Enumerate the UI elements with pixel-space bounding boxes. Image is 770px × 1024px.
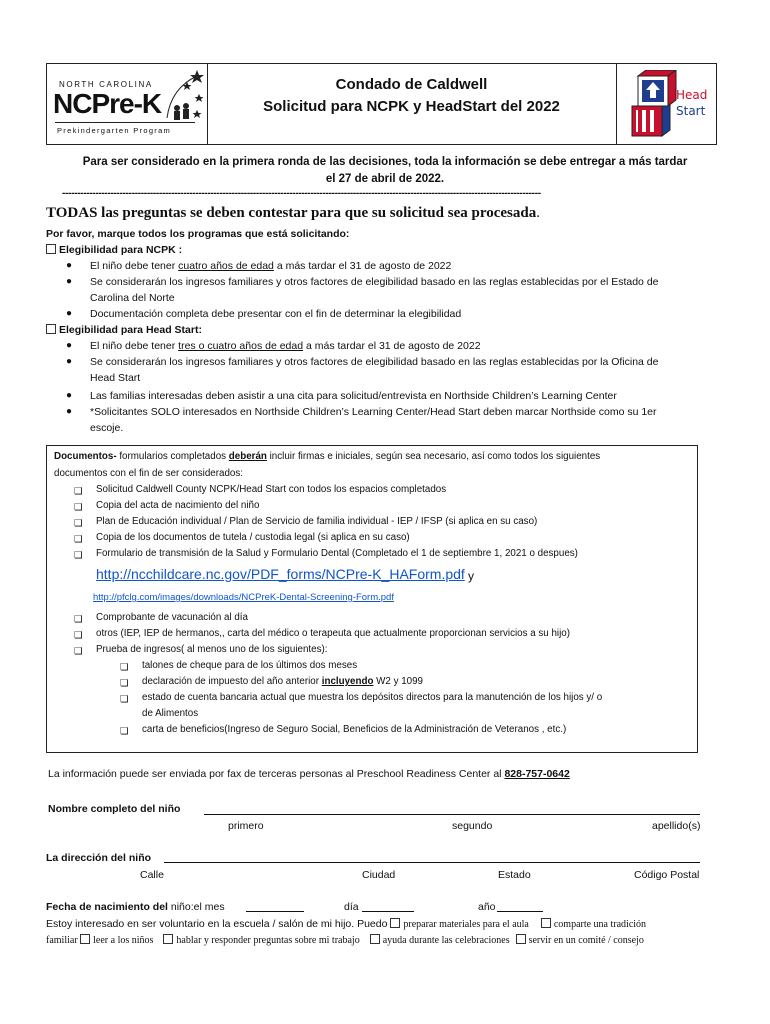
hs-bullet-income-l2: Head Start bbox=[90, 372, 141, 384]
tax-return-including: incluyendo bbox=[321, 676, 374, 687]
first-name-caption: primero bbox=[228, 820, 264, 832]
doc-item-iep: Plan de Educación individual / Plan de Servicio de familia individual - IEP / IFSP (si aplica en su caso) bbox=[96, 516, 538, 527]
county-title: Condado de Caldwell bbox=[335, 76, 488, 93]
opt-tradition-cont: familiar bbox=[46, 935, 81, 946]
opt-talk-label: hablar y responder preguntas sobre mi trabajo bbox=[176, 935, 360, 946]
bullet-icon: ● bbox=[66, 356, 73, 367]
income-benefits-letter: carta de beneficios(Ingreso de Seguro Social, Beneficios de la Administración de Veteranos , etc.) bbox=[142, 724, 567, 735]
documents-must: deberán bbox=[228, 451, 267, 462]
doc-item-application: Solicitud Caldwell County NCPK/Head Start con todos los espacios completados bbox=[96, 484, 447, 495]
checkbox-icon[interactable]: ❏ bbox=[74, 486, 83, 497]
checkbox-icon[interactable]: ❏ bbox=[120, 678, 129, 689]
ncpk-bullet-income-l2: Carolina del Norte bbox=[90, 292, 175, 304]
required-notice-text: TODAS las preguntas se deben contestar para que su solicitud sea procesada bbox=[46, 205, 537, 221]
doc-item-birth-cert: Copia del acta de nacimiento del niño bbox=[96, 500, 260, 511]
deadline-line2: el 27 de abril de 2022. bbox=[325, 173, 445, 185]
zip-caption: Código Postal bbox=[634, 869, 700, 881]
volunteer-opt-tradition[interactable] bbox=[541, 919, 646, 930]
bullet-icon: ● bbox=[66, 406, 73, 417]
ncpk-age-pre: El niño debe tener bbox=[90, 260, 179, 272]
opt-celebrations-label: ayuda durante las celebraciones bbox=[382, 935, 510, 946]
checkbox-icon[interactable]: ❏ bbox=[120, 694, 129, 705]
tax-return-pre: declaración de impuesto del año anterior bbox=[142, 676, 322, 687]
documents-intro-b: incluir firmas e iniciales, según sea necesario, así como todos los siguientes bbox=[266, 451, 601, 462]
checkbox-icon[interactable] bbox=[80, 934, 90, 944]
income-bank-statement-l1: estado de cuenta bancaria actual que muestra los depósitos directos para la manutención de los hijos y/ o bbox=[142, 692, 603, 703]
last-name-caption: apellido(s) bbox=[652, 820, 701, 832]
doc-item-income-proof: Prueba de ingresos( al menos uno de los siguientes): bbox=[96, 644, 328, 655]
hs-checkbox[interactable] bbox=[46, 324, 56, 334]
tax-return-post: W2 y 1099 bbox=[373, 676, 424, 687]
bullet-icon: ● bbox=[66, 390, 73, 401]
bullet-icon: ● bbox=[66, 340, 73, 351]
headstart-logo bbox=[616, 64, 716, 144]
documents-intro-l1 bbox=[54, 449, 600, 465]
link-conjunction: y bbox=[468, 569, 474, 583]
hs-age-underlined: tres o cuatro años de edad bbox=[178, 340, 304, 352]
hs-bullet-appointment: Las familias interesadas deben asistir a una cita para solicitud/entrevista en Northside Children’s Learning Center bbox=[90, 390, 617, 402]
checkbox-icon[interactable]: ❏ bbox=[74, 502, 83, 513]
title-cell bbox=[207, 64, 617, 144]
volunteer-opt-read[interactable] bbox=[80, 935, 153, 946]
fax-number: 828-757-0642 bbox=[504, 768, 570, 780]
dental-form-link[interactable]: http://pfclg.com/images/downloads/NCPreK-Dental-Screening-Form.pdf bbox=[93, 592, 394, 603]
documents-label: Documentos- bbox=[54, 451, 117, 462]
deadline-notice bbox=[46, 154, 724, 188]
ncprek-logo bbox=[47, 64, 208, 144]
volunteer-line2 bbox=[46, 933, 644, 949]
opt-committee-label: servir en un comité / consejo bbox=[528, 935, 644, 946]
dob-month-field[interactable] bbox=[246, 911, 304, 912]
dob-day-label: día bbox=[344, 901, 359, 913]
dob-year-field[interactable] bbox=[497, 911, 543, 912]
documents-intro-l2: documentos con el fin de ser considerados: bbox=[54, 468, 243, 479]
doc-item-others: otros (IEP, IEP de hermanos,, carta del médico o terapeuta que actualmente proporcionan servicios a su hijo) bbox=[96, 628, 570, 639]
checkbox-icon[interactable] bbox=[516, 934, 526, 944]
checkbox-icon[interactable] bbox=[541, 918, 551, 928]
checkbox-icon[interactable]: ❏ bbox=[74, 550, 83, 561]
checkbox-icon[interactable]: ❏ bbox=[74, 630, 83, 641]
state-caption: Estado bbox=[498, 869, 531, 881]
hs-bullet-income-l1: Se considerarán los ingresos familiares y otros factores de elegibilidad basado en las reglas establecidas por la Oficina de bbox=[90, 356, 659, 368]
checkbox-icon[interactable]: ❏ bbox=[74, 534, 83, 545]
logo-top-text: NORTH CAROLINA bbox=[59, 80, 153, 89]
child-name-field[interactable] bbox=[204, 814, 700, 815]
required-notice bbox=[46, 205, 540, 222]
hs-age-pre: El niño debe tener bbox=[90, 340, 179, 352]
ncpk-eligibility[interactable] bbox=[46, 242, 182, 258]
ncpk-heading: Elegibilidad para NCPK : bbox=[59, 244, 183, 256]
stars-icon bbox=[157, 68, 205, 124]
volunteer-opt-committee[interactable] bbox=[516, 935, 644, 946]
checkbox-icon[interactable] bbox=[390, 918, 400, 928]
dob-day-field[interactable] bbox=[362, 911, 414, 912]
city-caption: Ciudad bbox=[362, 869, 396, 881]
documents-intro-a: formularios completados bbox=[116, 451, 229, 462]
programs-prompt: Por favor, marque todos los programas que está solicitando: bbox=[46, 228, 350, 240]
header-table bbox=[46, 63, 717, 145]
street-caption: Calle bbox=[140, 869, 164, 881]
volunteer-line1 bbox=[46, 916, 646, 933]
opt-materials-label: preparar materiales para el aula bbox=[403, 919, 529, 930]
ncpk-bullet-income-l1: Se considerarán los ingresos familiares y otros factores de elegibilidad basado en las reglas establecidas por el Estado de bbox=[90, 276, 659, 288]
checkbox-icon[interactable]: ❏ bbox=[74, 518, 83, 529]
hs-age-post: a más tardar el 31 de agosto de 2022 bbox=[303, 340, 481, 352]
volunteer-opt-talk[interactable] bbox=[163, 935, 359, 946]
doc-item-vaccination: Comprobante de vacunación al día bbox=[96, 612, 248, 623]
dashed-divider: -------------------------------------------------------------------------------------------------------------------------------------------------------------- bbox=[62, 188, 541, 199]
child-address-field[interactable] bbox=[164, 862, 700, 863]
income-bank-statement-l2: de Alimentos bbox=[142, 708, 199, 719]
dob-row bbox=[46, 899, 225, 915]
hs-eligibility[interactable] bbox=[46, 322, 202, 338]
child-name-label: Nombre completo del niño bbox=[48, 803, 181, 815]
income-tax-return bbox=[142, 674, 423, 690]
checkbox-icon[interactable]: ❏ bbox=[120, 726, 129, 737]
required-notice-period: . bbox=[536, 205, 540, 221]
bullet-icon: ● bbox=[66, 308, 73, 319]
ncpk-checkbox[interactable] bbox=[46, 244, 56, 254]
income-paystubs: talones de cheque para de los últimos dos meses bbox=[142, 660, 358, 671]
hs-heading: Elegibilidad para Head Start: bbox=[59, 324, 202, 336]
fax-text: La información puede ser enviada por fax de terceras personas al Preschool Readiness Center al bbox=[48, 768, 505, 780]
logo-main-text: NCPre-K bbox=[53, 88, 162, 119]
headstart-word-head: Head bbox=[676, 88, 708, 102]
fax-info bbox=[48, 766, 570, 782]
ncpk-bullet-age bbox=[90, 258, 451, 274]
opt-tradition-label: comparte una tradición bbox=[553, 919, 647, 930]
dob-year-label: año bbox=[478, 901, 496, 913]
dob-month-label: niño:el mes bbox=[170, 901, 225, 913]
headstart-word-start: Start bbox=[676, 104, 706, 118]
logo-sub-text: Prekindergarten Program bbox=[57, 126, 172, 135]
ncpk-bullet-docs: Documentación completa debe presentar con el fin de determinar la elegibilidad bbox=[90, 308, 462, 320]
child-address-label: La dirección del niño bbox=[46, 852, 152, 864]
checkbox-icon[interactable]: ❏ bbox=[120, 662, 129, 673]
checkbox-icon[interactable]: ❏ bbox=[74, 646, 83, 657]
doc-item-health-form: Formulario de transmisión de la Salud y Formulario Dental (Completado el 1 de septiembre 1, 2021 o despues) bbox=[96, 548, 578, 559]
volunteer-opt-materials[interactable] bbox=[390, 919, 528, 930]
middle-name-caption: segundo bbox=[452, 820, 493, 832]
checkbox-icon[interactable] bbox=[370, 934, 380, 944]
hs-bullet-northside-l1: *Solicitantes SOLO interesados en Northside Children’s Learning Center/Head Start deben marcar Northside como su 1er bbox=[90, 406, 657, 418]
health-form-link[interactable]: http://ncchildcare.nc.gov/PDF_forms/NCPre-K_HAForm.pdf bbox=[96, 566, 465, 582]
hs-bullet-northside-l2: escoje. bbox=[90, 422, 124, 434]
doc-item-custody: Copia de los documentos de tutela / custodia legal (si aplica en su caso) bbox=[96, 532, 410, 543]
dob-label: Fecha de nacimiento del bbox=[46, 901, 168, 913]
bullet-icon: ● bbox=[66, 276, 73, 287]
checkbox-icon[interactable]: ❏ bbox=[74, 614, 83, 625]
bullet-icon: ● bbox=[66, 260, 73, 271]
application-title: Solicitud para NCPK y HeadStart del 2022 bbox=[263, 98, 560, 115]
deadline-line1: Para ser considerado en la primera ronda de las decisiones, toda la información se debe entregar a más tardar bbox=[82, 156, 688, 168]
hs-bullet-age bbox=[90, 338, 481, 354]
ncpk-age-post: a más tardar el 31 de agosto de 2022 bbox=[273, 260, 452, 272]
volunteer-text: Estoy interesado en ser voluntario en la escuela / salón de mi hijo. Puedo bbox=[46, 918, 391, 930]
volunteer-opt-celebrations[interactable] bbox=[370, 935, 510, 946]
opt-read-label: leer a los niños bbox=[93, 935, 154, 946]
ncpk-age-underlined: cuatro años de edad bbox=[178, 260, 274, 272]
checkbox-icon[interactable] bbox=[163, 934, 173, 944]
